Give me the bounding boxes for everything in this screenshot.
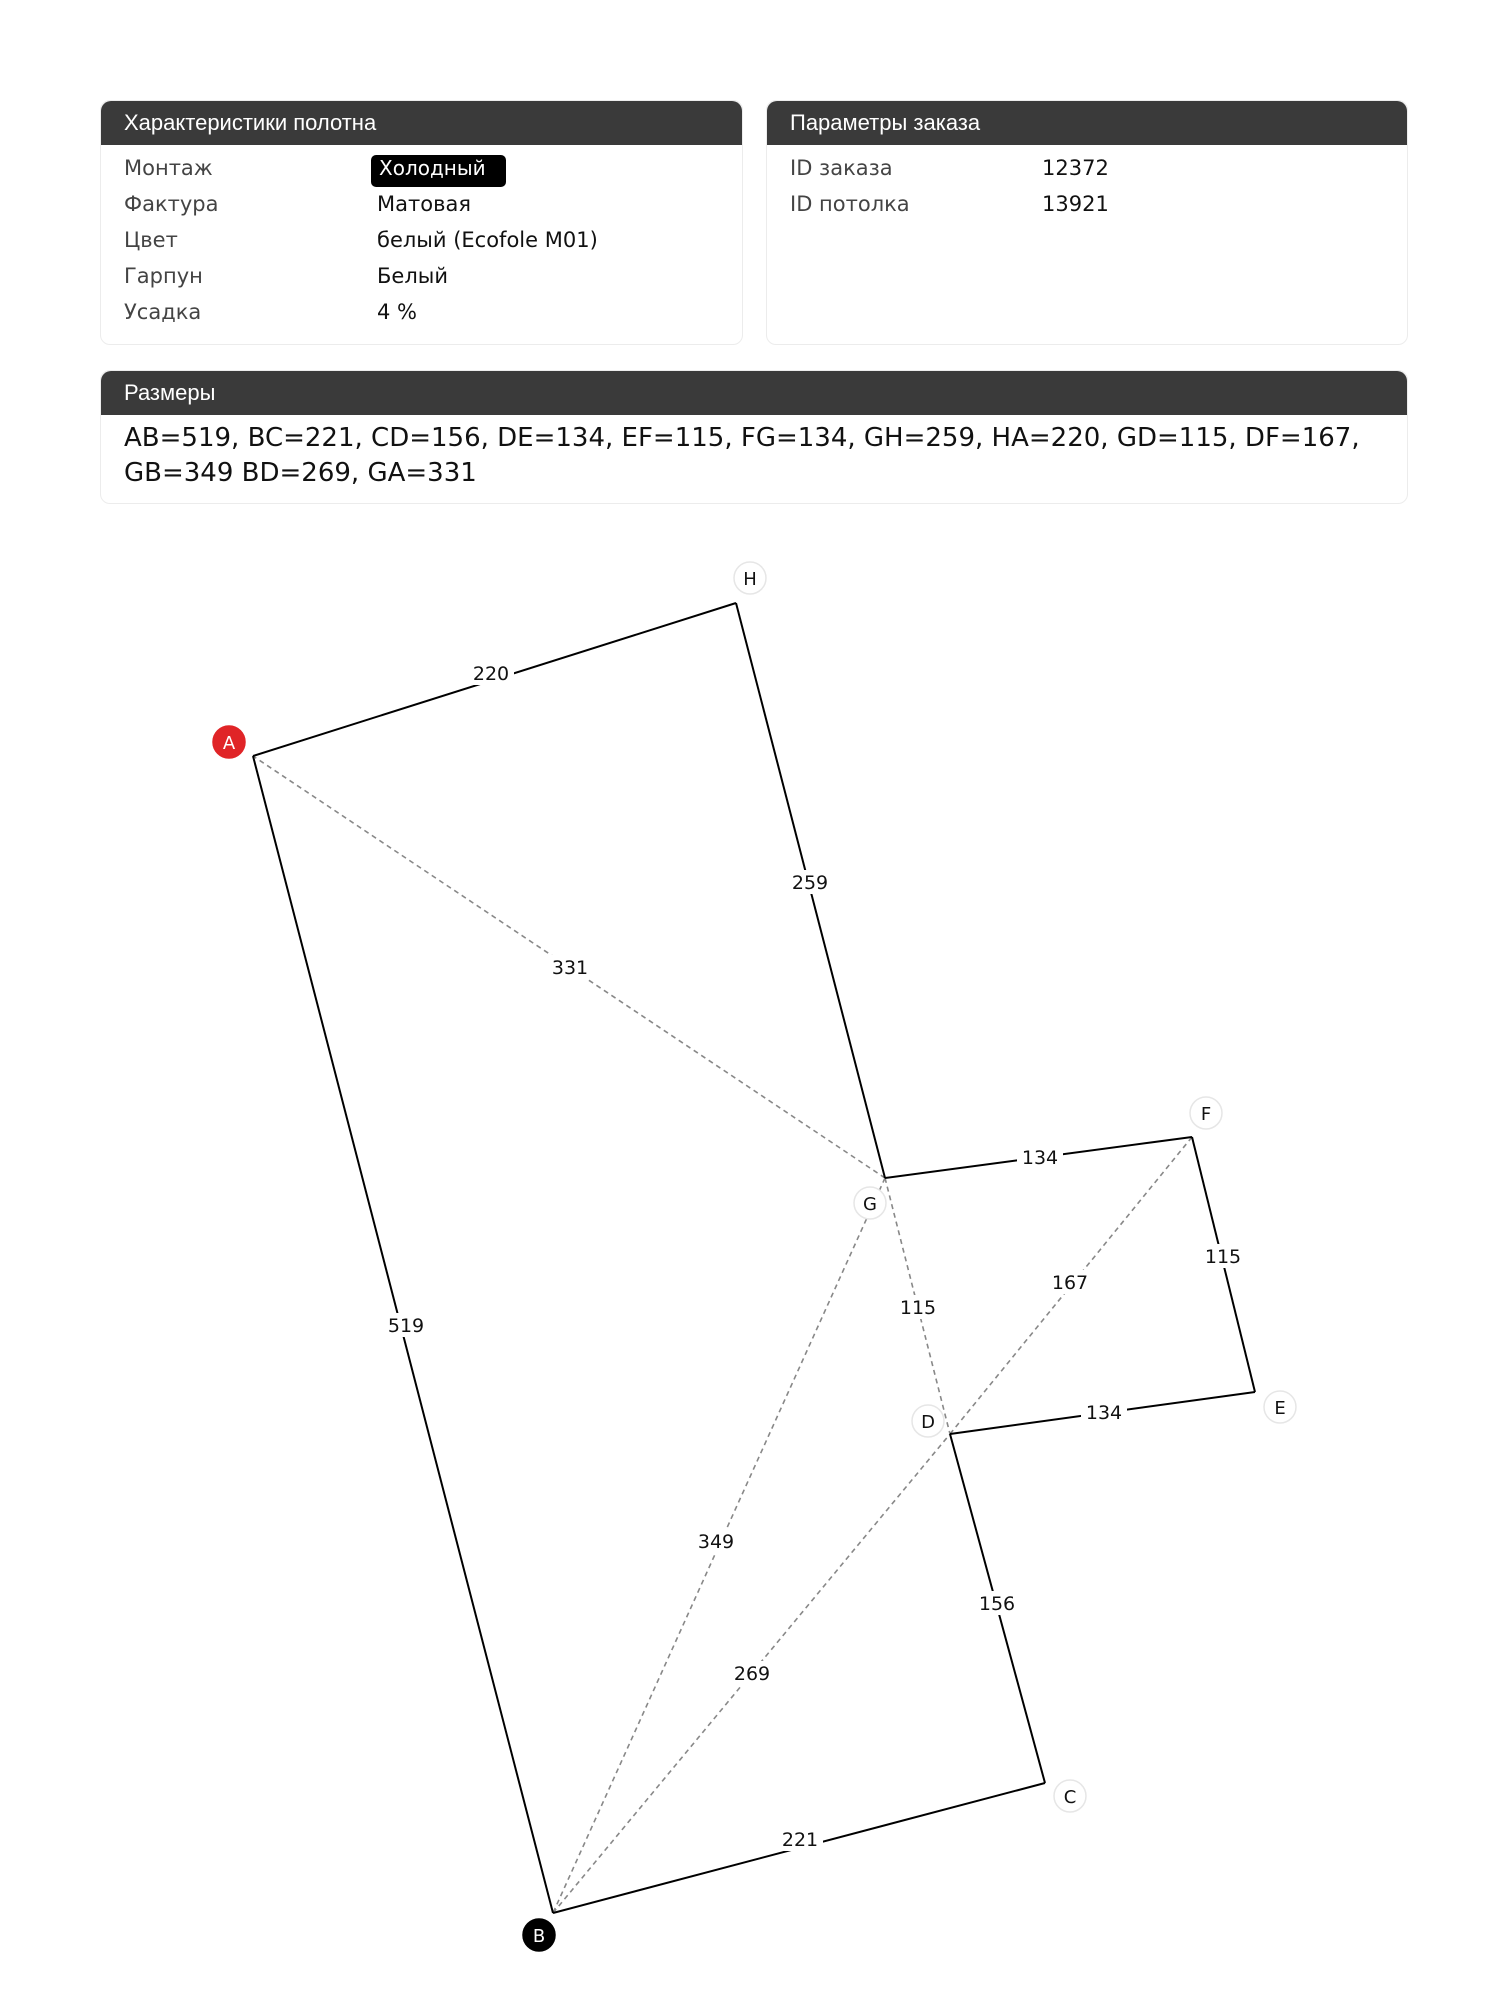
- edge-length-GB: 349: [697, 1531, 735, 1553]
- vertex-label-F: F: [1200, 1104, 1212, 1125]
- order-key: ID потолка: [790, 192, 910, 216]
- prop-key: Фактура: [124, 192, 219, 216]
- edge-length-GH: 259: [791, 872, 829, 894]
- canvas-properties-card: [100, 100, 743, 345]
- edge-length-AB: 519: [387, 1315, 425, 1337]
- vertex-label-G: G: [863, 1194, 877, 1215]
- ceiling-diagram: [0, 540, 1500, 2000]
- vertex-label-H: H: [743, 569, 757, 590]
- edge-length-GD: 115: [899, 1297, 937, 1319]
- edge-length-BC: 221: [781, 1829, 819, 1851]
- vertex-label-B: B: [532, 1926, 546, 1947]
- vertex-label-A: A: [222, 733, 236, 754]
- edge-length-FG: 134: [1021, 1147, 1059, 1169]
- prop-key: Монтаж: [124, 156, 213, 180]
- prop-value: Белый: [377, 264, 448, 288]
- vertex-label-E: E: [1274, 1398, 1286, 1419]
- edge-length-GA: 331: [551, 957, 589, 979]
- edge-length-BD: 269: [733, 1663, 771, 1685]
- prop-key: Гарпун: [124, 264, 203, 288]
- vertex-label-C: C: [1063, 1787, 1077, 1808]
- prop-value: Матовая: [377, 192, 471, 216]
- prop-key: Усадка: [124, 300, 202, 324]
- prop-value: белый (Ecofole M01): [377, 228, 598, 252]
- edge-length-CD: 156: [978, 1593, 1016, 1615]
- edge-length-HA: 220: [472, 663, 510, 685]
- dimensions-card: [100, 370, 1408, 504]
- vertex-label-D: D: [921, 1412, 935, 1433]
- order-key: ID заказа: [790, 156, 893, 180]
- order-params-title: Параметры заказа: [767, 101, 1407, 145]
- dimensions-list: AB=519, BC=221, CD=156, DE=134, EF=115, FG=134, GH=259, HA=220, GD=115, DF=167, GB=349 BD=269, GA=331: [124, 423, 1360, 488]
- dimensions-title: Размеры: [101, 371, 1407, 415]
- edge-length-DF: 167: [1051, 1272, 1089, 1294]
- mounting-badge: Холодный: [371, 155, 506, 187]
- edge-length-EF: 115: [1204, 1246, 1242, 1268]
- ceiling-id-value: 13921: [1042, 192, 1109, 216]
- prop-key: Цвет: [124, 228, 178, 252]
- order-id-value: 12372: [1042, 156, 1109, 180]
- canvas-properties-title: Характеристики полотна: [101, 101, 742, 145]
- prop-value: 4 %: [377, 300, 417, 324]
- edge-length-DE: 134: [1085, 1402, 1123, 1424]
- order-params-card: [766, 100, 1408, 345]
